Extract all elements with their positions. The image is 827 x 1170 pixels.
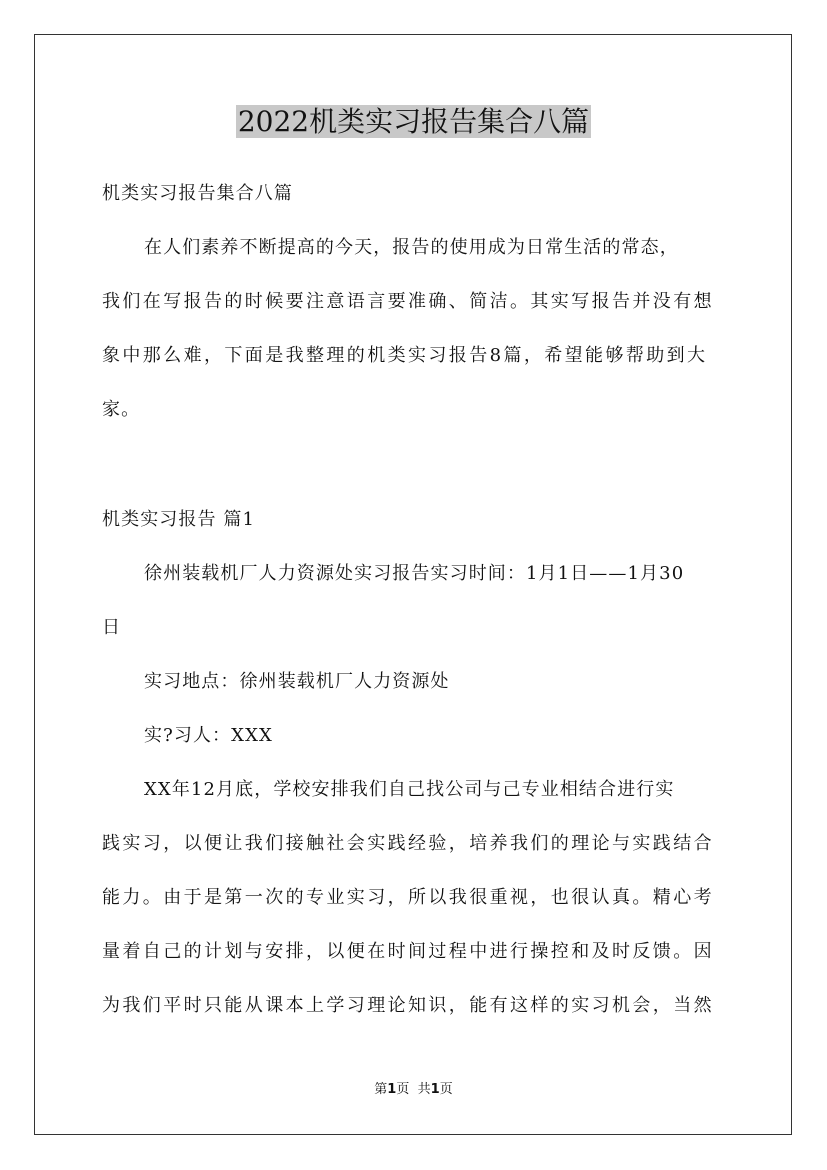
paragraph-line: 徐州装载机厂人力资源处实习报告实习时间：1月1日——1月30: [144, 563, 685, 584]
subtitle-line: 机类实习报告集合八篇: [102, 183, 293, 204]
paragraph-line: 象中那么难，下面是我整理的机类实习报告8篇，希望能够帮助到大: [102, 345, 708, 366]
footer-page-number: 1: [387, 1082, 397, 1097]
paragraph-line: 量着自己的计划与安排，以便在时间过程中进行操控和及时反馈。因: [102, 941, 714, 962]
footer-page-prefix: 第: [374, 1082, 388, 1097]
footer-page-suffix: 页: [396, 1082, 410, 1097]
paragraph-line: 践实习，以便让我们接触社会实践经验，培养我们的理论与实践结合: [102, 833, 714, 854]
paragraph-line: 实?习人：XXX: [144, 725, 273, 746]
footer-total-prefix: 共: [417, 1082, 431, 1097]
footer-total-suffix: 页: [439, 1082, 453, 1097]
paragraph-line: XX年12月底，学校安排我们自己找公司与己专业相结合进行实: [144, 779, 675, 800]
paragraph-line: 为我们平时只能从课本上学习理论知识，能有这样的实习机会，当然: [102, 995, 714, 1016]
paragraph-line: 能力。由于是第一次的专业实习，所以我很重视，也很认真。精心考: [102, 887, 714, 908]
paragraph-line: 在人们素养不断提高的今天，报告的使用成为日常生活的常态，: [144, 237, 679, 258]
page-footer: [0, 1082, 827, 1098]
document-title: 2022机类实习报告集合八篇: [237, 105, 590, 138]
paragraph-line: 实习地点：徐州装载机厂人力资源处: [144, 671, 450, 692]
paragraph-line: 日: [102, 617, 122, 638]
paragraph-line: 家。: [102, 399, 141, 420]
section-heading: 机类实习报告 篇1: [102, 509, 256, 530]
paragraph-line: 我们在写报告的时候要注意语言要准确、简洁。其实写报告并没有想: [102, 291, 714, 312]
footer-total-number: 1: [430, 1082, 440, 1097]
